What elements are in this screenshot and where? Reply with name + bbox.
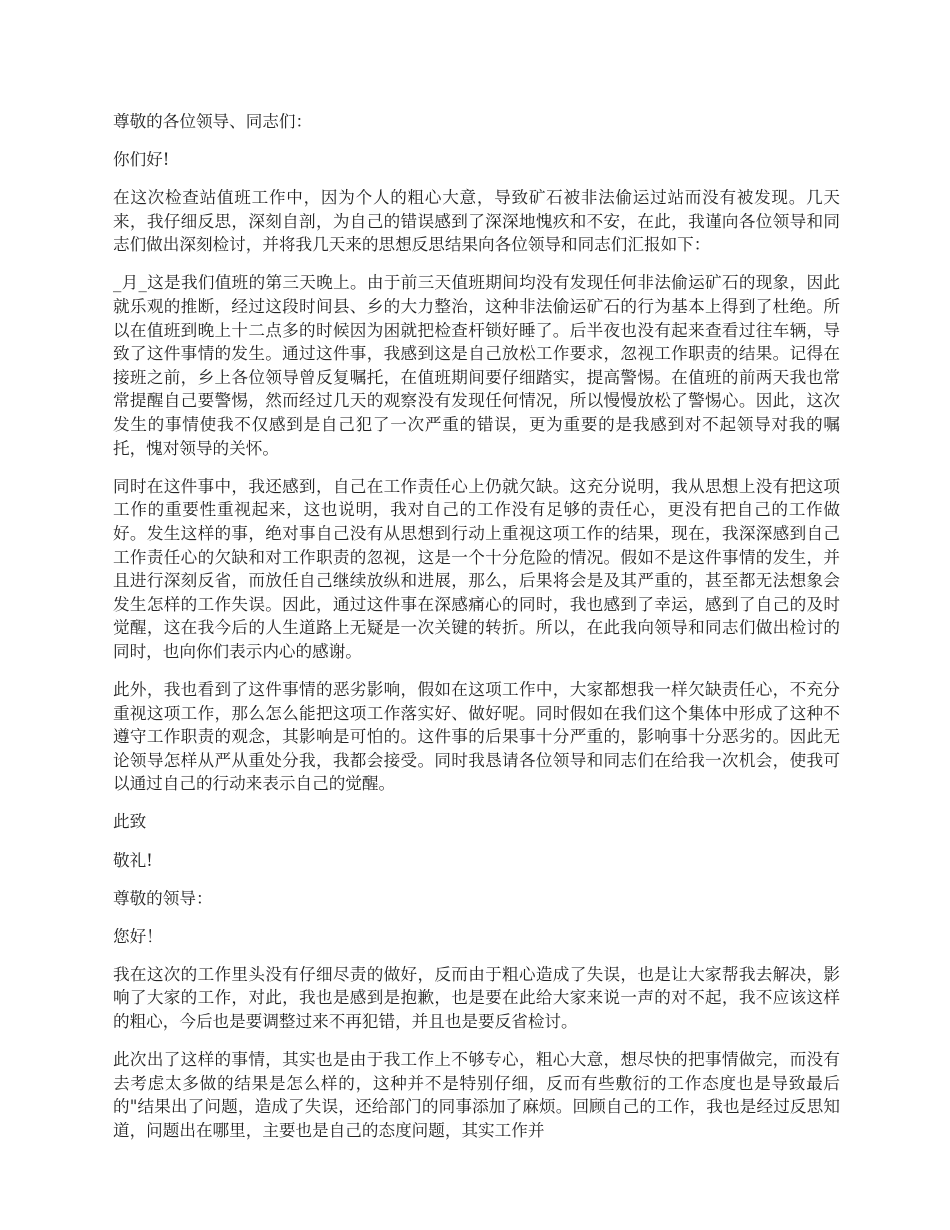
closing-cizhi: 此致 [113, 812, 147, 832]
paragraph-apology: 我在这次的工作里头没有仔细尽责的做好，反而由于粗心造成了失误，也是让大家帮我去解决，影响了大家的工作，对此，我也是感到是抱歉，也是要在此给大家来说一声的对不起，我不应该这样的粗心，今后也是要调整过来不再犯错，并且也是要反省检讨。 [113, 964, 840, 1031]
paragraph-responsibility: 同时在这件事中，我还感到，自己在工作责任心上仍就欠缺。这充分说明，我从思想上没有把这项工作的重要性重视起来，这也说明，我对自己的工作没有足够的责任心，更没有把自己的工作做好。发生这样的事，绝对事自己没有从思想到行动上重视这项工作的结果，现在，我深深感到自己工作责任心的欠缺和对工作职责的忽视，这是一个十分危险的情况。假如不是这件事情的发生，并且进行深刻反省，而放任自己继续放纵和进展，那么，后果将会是及其严重的，甚至都无法想象会发生怎样的工作失误。因此，通过这件事在深感痛心的同时，我也感到了幸运，感到了自己的及时觉醒，这在我今后的人生道路上无疑是一次关键的转折。所以，在此我向领导和同志们做出检讨的同时，也向你们表示内心的感谢。 [113, 476, 840, 661]
salutation-leader: 尊敬的领导： [113, 888, 213, 908]
paragraph-incident: _月_这是我们值班的第三天晚上。由于前三天值班期间均没有发现任何非法偷运矿石的现象，因此就乐观的推断，经过这段时间县、乡的大力整治，这种非法偷运矿石的行为基本上得到了杜绝。所以在值班到晚上十二点多的时候因为困就把检查杆锁好睡了。后半夜也没有起来查看过往车辆，导致了这件事情的发生。通过这件事，我感到这是自己放松工作要求，忽视工作职责的结果。记得在接班之前，乡上各位领导曾反复嘱托，在值班期间要仔细踏实，提高警惕。在值班的前两天我也常常提醒自己要警惕，然而经过几天的观察没有发现任何情况，所以慢慢放松了警惕心。因此，这次发生的事情使我不仅感到是自己犯了一次严重的错误，更为重要的是我感到对不起领导对我的嘱托，愧对领导的关怀。 [113, 273, 840, 458]
greeting-second: 您好！ [113, 926, 163, 946]
paragraph-impact: 此外，我也看到了这件事情的恶劣影响，假如在这项工作中，大家都想我一样欠缺责任心，不充分重视这项工作，那么怎么能把这项工作落实好、做好呢。同时假如在我们这个集体中形成了这种不遵守工作职责的观念，其影响是可怕的。这件事的后果事十分严重的，影响事十分恶劣的。因此无论领导怎样从严从重处分我，我都会接受。同时我恳请各位领导和同志们在给我一次机会，使我可以通过自己的行动来表示自己的觉醒。 [113, 679, 840, 794]
paragraph-reflection: 此次出了这样的事情，其实也是由于我工作上不够专心，粗心大意，想尽快的把事情做完，而没有去考虑太多做的结果是怎么样的，这种并不是特别仔细，反而有些敷衍的工作态度也是导致最后的"结果出了问题，造成了失误，还给部门的同事添加了麻烦。回顾自己的工作，我也是经过反思知道，问题出在哪里，主要也是自己的态度问题，其实工作并 [113, 1050, 840, 1140]
paragraph-intro: 在这次检查站值班工作中，因为个人的粗心大意，导致矿石被非法偷运过站而没有被发现。几天来，我仔细反思，深刻自剖，为自己的错误感到了深深地愧疚和不安，在此，我谨向各位领导和同志们做出深刻检讨，并将我几天来的思想反思结果向各位领导和同志们汇报如下： [113, 188, 840, 255]
closing-jingli: 敬礼! [113, 850, 153, 870]
salutation-leaders: 尊敬的各位领导、同志们： [113, 112, 313, 131]
greeting: 你们好! [113, 150, 170, 170]
document-body [113, 110, 840, 1157]
